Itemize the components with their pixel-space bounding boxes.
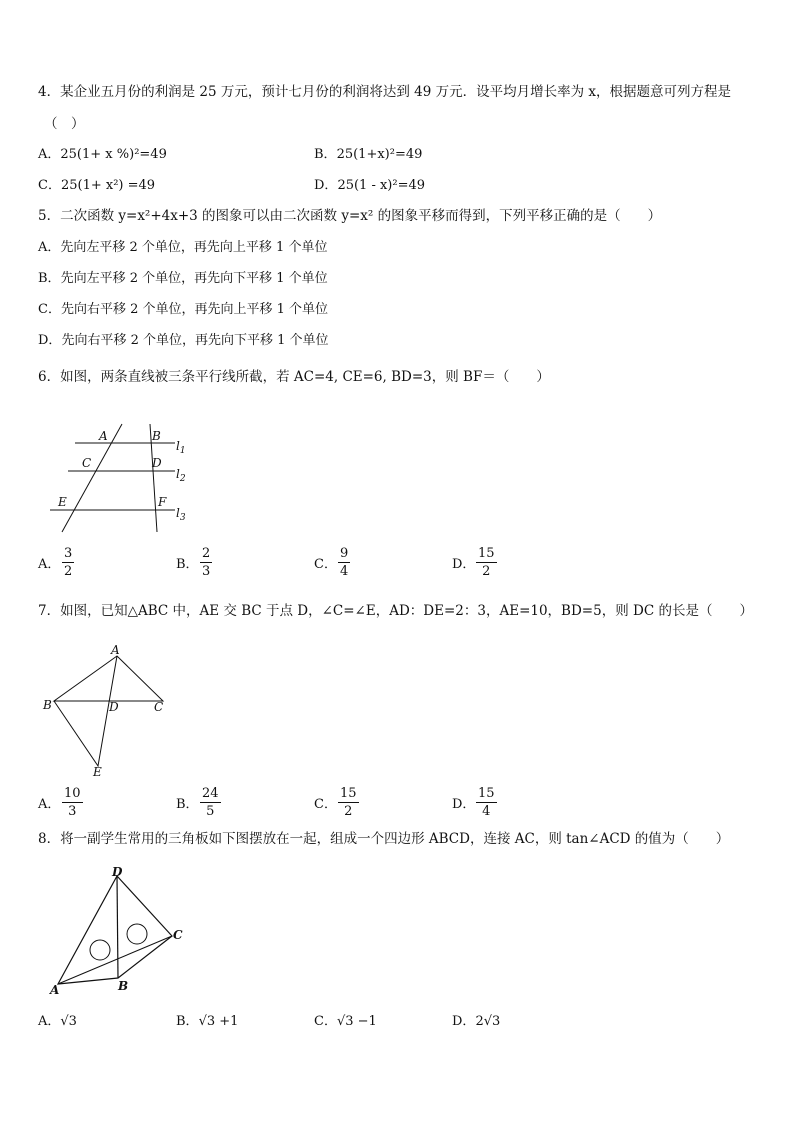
q6-option-c-label[interactable]: C．: [314, 557, 337, 572]
q7-figure: [40, 640, 180, 780]
q7-triangle-abc: [54, 656, 163, 701]
q6-label-d: D: [152, 456, 162, 470]
q7-option-c-label[interactable]: C．: [314, 797, 337, 812]
q4-option-d[interactable]: D．25(1 - x)²=49: [314, 178, 426, 193]
q6-label-l3: $l_3$: [176, 506, 186, 523]
q6-label-e: E: [58, 495, 67, 509]
q7-triangle-bde: [54, 656, 117, 766]
q8-label-a: A: [50, 983, 60, 996]
q5-option-c[interactable]: C．先向右平移 2 个单位，再先向上平移 1 个单位: [38, 302, 329, 317]
q6-option-d-fraction: 15 2: [478, 546, 495, 579]
q6-label-c: C: [82, 456, 92, 470]
q7-stem: 7．如图，已知△ABC 中，AE 交 BC 于点 D，∠C=∠E，AD：DE=2：3，AE=10，BD=5，则 DC 的长是（ ）: [38, 603, 753, 619]
q5-stem: 5．二次函数 y=x²+4x+3 的图象可以由二次函数 y=x² 的图象平移而得到，下列平移正确的是（ ）: [38, 208, 662, 224]
q6-label-f: F: [158, 495, 167, 509]
q7-label-d: D: [109, 700, 119, 714]
q6-option-c-fraction: 9 4: [340, 546, 349, 579]
q7-option-b-label[interactable]: B．: [176, 797, 199, 812]
q6-figure: [40, 420, 210, 540]
q7-label-c: C: [154, 700, 164, 714]
q5-option-d[interactable]: D．先向右平移 2 个单位，再先向下平移 1 个单位: [38, 333, 329, 348]
q8-option-b[interactable]: B．√3 +1: [176, 1014, 239, 1029]
q8-hole-left: [90, 940, 110, 960]
q6-label-a: A: [99, 429, 108, 443]
q6-label-l2: $l_2$: [176, 467, 186, 484]
q6-stem: 6．如图，两条直线被三条平行线所截，若 AC=4, CE=6, BD=3，则 BF＝（ ）: [38, 369, 550, 385]
q8-option-d[interactable]: D．2√3: [452, 1014, 501, 1029]
q7-label-e: E: [93, 765, 102, 779]
q8-label-d: D: [112, 865, 123, 879]
q4-paren: （ ）: [44, 116, 85, 132]
q4-stem: 4．某企业五月份的利润是 25 万元，预计七月份的利润将达到 49 万元．设平均月增长率为 x，根据题意可列方程是: [38, 84, 732, 100]
q4-option-c[interactable]: C．25(1+ x²) =49: [38, 178, 156, 193]
q6-option-b-label[interactable]: B．: [176, 557, 199, 572]
q8-label-c: C: [173, 928, 183, 942]
q5-option-b[interactable]: B．先向左平移 2 个单位，再先向下平移 1 个单位: [38, 271, 328, 286]
q4-option-b[interactable]: B．25(1+x)²=49: [314, 147, 423, 162]
q6-option-a-label[interactable]: A．: [38, 557, 61, 572]
q8-label-b: B: [118, 979, 129, 993]
q8-option-c[interactable]: C．√3 −1: [314, 1014, 377, 1029]
q7-option-d-fraction: 15 4: [478, 786, 495, 819]
q8-line-bd: [117, 876, 118, 978]
q7-option-c-fraction: 15 2: [340, 786, 357, 819]
q8-quadrilateral-abcd: [58, 876, 172, 984]
q7-option-a-fraction: 10 3: [64, 786, 81, 819]
q4-option-a[interactable]: A．25(1+ x %)²=49: [38, 147, 167, 162]
q5-option-a[interactable]: A．先向左平移 2 个单位，再先向上平移 1 个单位: [38, 240, 328, 255]
q8-option-a[interactable]: A．√3: [38, 1014, 77, 1029]
q7-label-b: B: [43, 698, 52, 712]
q6-option-b-fraction: 2 3: [202, 546, 211, 579]
q8-line-ac: [58, 936, 172, 984]
q8-stem: 8．将一副学生常用的三角板如下图摆放在一起，组成一个四边形 ABCD，连接 AC，则 tan∠ACD 的值为（ ）: [38, 831, 730, 847]
q7-label-a: A: [111, 643, 120, 657]
q7-option-d-label[interactable]: D．: [452, 797, 476, 812]
q8-hole-right: [127, 924, 147, 944]
q6-option-d-label[interactable]: D．: [452, 557, 476, 572]
q6-transversal-left: [62, 424, 122, 532]
q7-option-b-fraction: 24 5: [202, 786, 219, 819]
q6-label-l1: $l_1$: [176, 439, 186, 456]
q6-option-a-fraction: 3 2: [64, 546, 73, 579]
q8-figure: [44, 864, 194, 996]
q7-option-a-label[interactable]: A．: [38, 797, 61, 812]
q6-label-b: B: [152, 429, 161, 443]
